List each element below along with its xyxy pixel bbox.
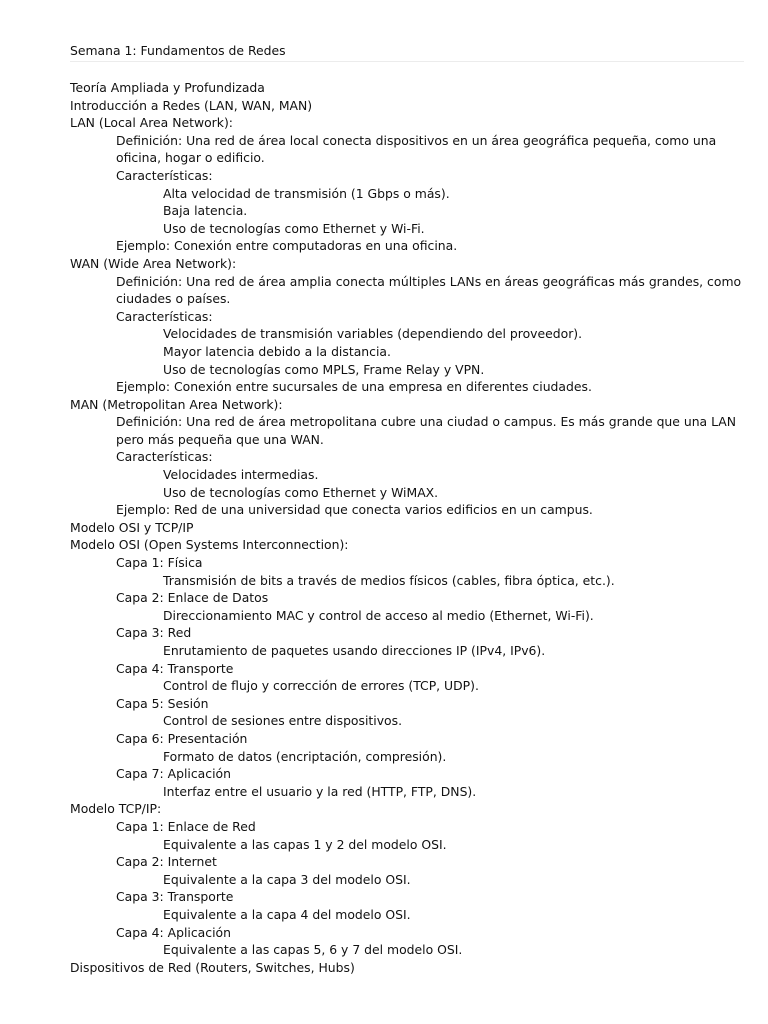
section-heading: LAN (Local Area Network): [70, 115, 233, 131]
detail-line: Control de flujo y corrección de errores (TCP, UDP). [163, 678, 479, 694]
detail-line: Equivalente a la capa 4 del modelo OSI. [163, 906, 411, 922]
section-heading: Introducción a Redes (LAN, WAN, MAN) [70, 97, 313, 113]
subsection-line: Capa 2: Internet [116, 854, 217, 870]
detail-line: Uso de tecnologías como Ethernet y Wi-Fi. [163, 220, 425, 236]
detail-line: Baja latencia. [163, 203, 248, 219]
section-heading: WAN (Wide Area Network): [70, 255, 237, 271]
subsection-line: Capa 6: Presentación [116, 730, 248, 746]
detail-line: Mayor latencia debido a la distancia. [163, 343, 391, 359]
subsection-line: Capa 1: Física [116, 555, 203, 571]
subsection-line: Ejemplo: Conexión entre computadoras en una oficina. [116, 238, 458, 254]
detail-line: Uso de tecnologías como Ethernet y WiMAX. [163, 484, 439, 500]
section-heading: Teoría Ampliada y Profundizada [70, 80, 265, 95]
detail-line: Enrutamiento de paquetes usando direcciones IP (IPv4, IPv6). [163, 643, 546, 658]
detail-line: Uso de tecnologías como MPLS, Frame Relay y VPN. [163, 361, 485, 377]
subsection-line: Capa 1: Enlace de Red [116, 818, 256, 834]
subsection-line: Características: [116, 167, 213, 183]
subsection-line: ciudades o países. [116, 291, 231, 307]
detail-line: Control de sesiones entre dispositivos. [163, 713, 403, 729]
subsection-line: Definición: Una red de área metropolitana cubre una ciudad o campus. Es más grande que una LAN [116, 414, 737, 430]
detail-line: Velocidades de transmisión variables (dependiendo del proveedor). [163, 326, 583, 342]
detail-line: Equivalente a la capa 3 del modelo OSI. [163, 871, 411, 887]
detail-line: Direccionamiento MAC y control de acceso al medio (Ethernet, Wi-Fi). [163, 607, 594, 623]
section-heading: MAN (Metropolitan Area Network): [70, 396, 283, 412]
subsection-line: Definición: Una red de área amplia conecta múltiples LANs en áreas geográficas más grandes, como [116, 273, 742, 289]
subsection-line: Capa 4: Transporte [116, 660, 234, 676]
subsection-line: pero más pequeña que una WAN. [116, 431, 324, 447]
section-heading: Modelo TCP/IP: [70, 801, 162, 817]
subsection-line: Capa 2: Enlace de Datos [116, 590, 269, 606]
section-heading: Modelo OSI y TCP/IP [70, 519, 194, 535]
section-heading: Modelo OSI (Open Systems Interconnection): [70, 537, 349, 553]
detail-line: Transmisión de bits a través de medios físicos (cables, fibra óptica, etc.). [163, 572, 615, 588]
subsection-line: Ejemplo: Red de una universidad que conecta varios edificios en un campus. [116, 502, 593, 518]
document-title: Semana 1: Fundamentos de Redes [70, 43, 286, 58]
detail-line: Velocidades intermedias. [163, 467, 319, 483]
detail-line: Formato de datos (encriptación, compresión). [163, 748, 447, 764]
subsection-line: Características: [116, 449, 213, 465]
subsection-line: Capa 4: Aplicación [116, 924, 231, 940]
title-divider [70, 61, 744, 62]
section-heading: Dispositivos de Red (Routers, Switches, Hubs) [70, 959, 355, 975]
subsection-line: Capa 3: Transporte [116, 889, 234, 905]
detail-line: Interfaz entre el usuario y la red (HTTP, FTP, DNS). [163, 783, 477, 799]
document-body [0, 79, 768, 976]
subsection-line: Capa 7: Aplicación [116, 766, 231, 782]
subsection-line: Ejemplo: Conexión entre sucursales de una empresa en diferentes ciudades. [116, 379, 592, 395]
subsection-line: Características: [116, 308, 213, 324]
subsection-line: Capa 5: Sesión [116, 695, 209, 711]
detail-line: Equivalente a las capas 1 y 2 del modelo OSI. [163, 836, 447, 852]
detail-line: Equivalente a las capas 5, 6 y 7 del modelo OSI. [163, 942, 463, 958]
subsection-line: Capa 3: Red [116, 625, 192, 641]
subsection-line: oficina, hogar o edificio. [116, 150, 265, 166]
subsection-line: Definición: Una red de área local conecta dispositivos en un área geográfica pequeña, como una [116, 132, 717, 148]
detail-line: Alta velocidad de transmisión (1 Gbps o más). [163, 185, 450, 201]
